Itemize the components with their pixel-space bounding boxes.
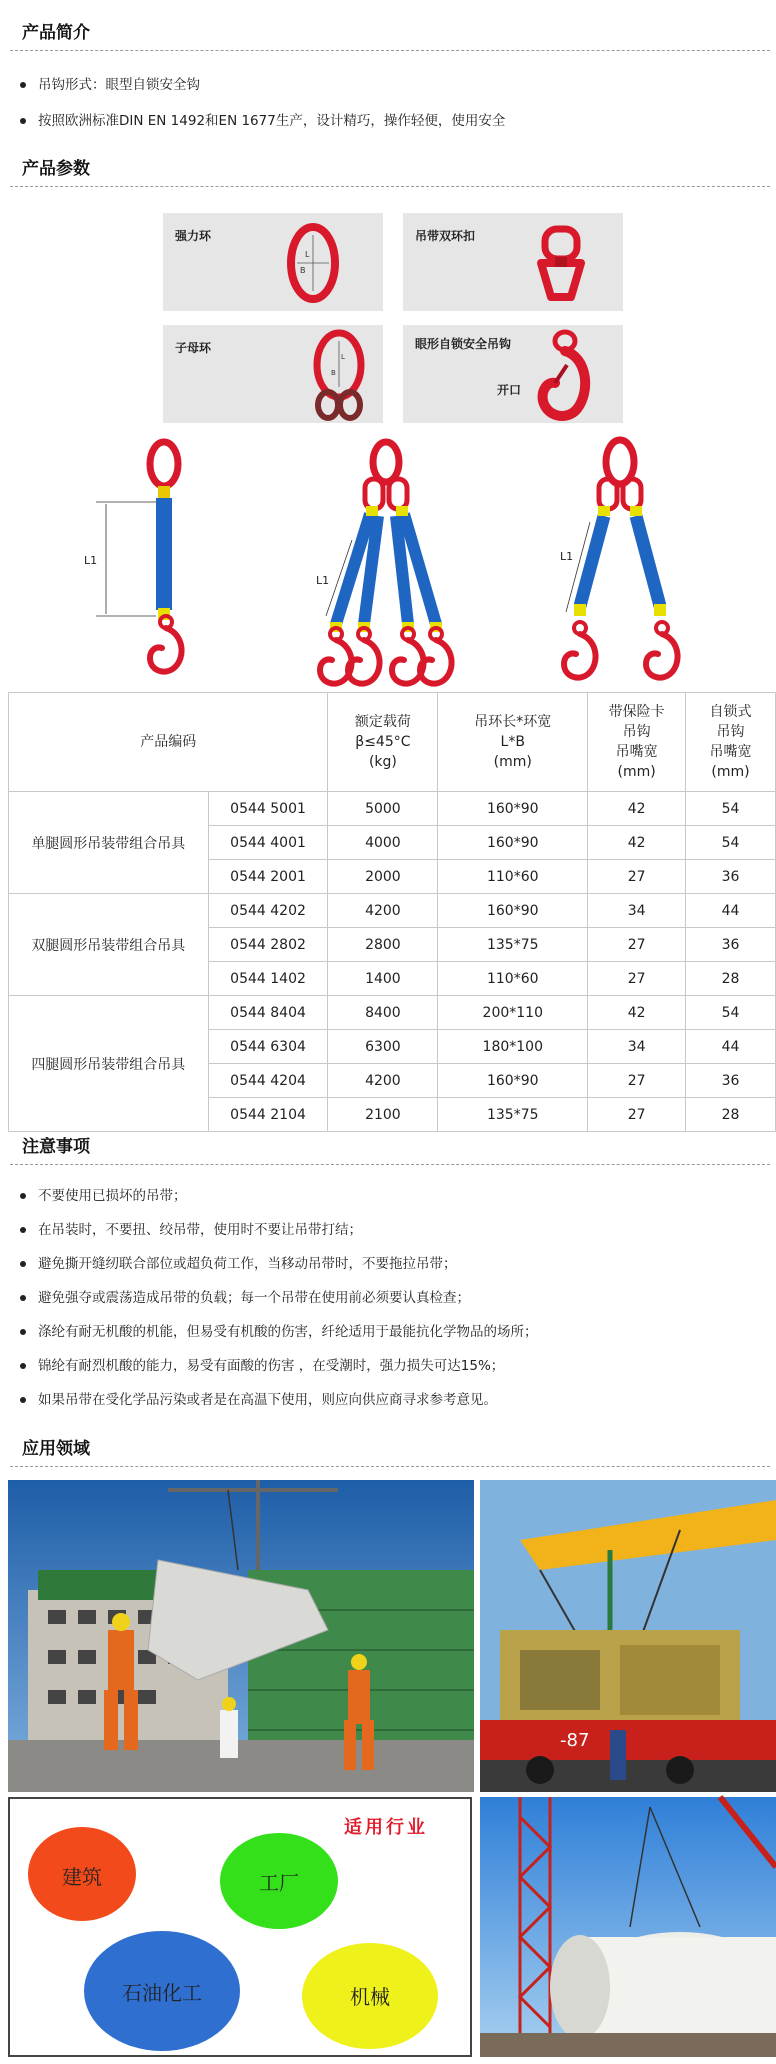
dim-b: B: [331, 369, 336, 377]
divider: [10, 50, 770, 51]
cell-self: 36: [686, 860, 776, 894]
header-code: 产品编码: [9, 693, 328, 792]
four-leg-sling: [316, 442, 452, 684]
hook-icon: [537, 329, 593, 421]
table-row: [9, 792, 776, 826]
params-title: 产品参数: [22, 159, 90, 179]
cell-safety: 34: [588, 1030, 686, 1064]
cell-ring: 135*75: [438, 928, 588, 962]
crane-truck-photo: [480, 1480, 776, 1792]
intro-list: [10, 69, 770, 137]
cell-safety: 27: [588, 1098, 686, 1132]
cell-code: 0544 2001: [208, 860, 328, 894]
cell-self: 28: [686, 962, 776, 996]
truck-plate: -87: [560, 1730, 590, 1751]
intro-section: [10, 20, 770, 137]
divider: [10, 186, 770, 187]
group-name: 单腿圆形吊装带组合吊具: [9, 792, 209, 894]
cell-code: 0544 5001: [208, 792, 328, 826]
dim-b: B: [300, 266, 306, 275]
cell-ring: 110*60: [438, 962, 588, 996]
master-link-icon: [283, 221, 343, 305]
cell-safety: 27: [588, 962, 686, 996]
cell-code: 0544 4202: [208, 894, 328, 928]
sub-link-card: [163, 325, 383, 423]
hook-card: [403, 325, 623, 423]
cell-safety: 34: [588, 894, 686, 928]
cell-self: 36: [686, 928, 776, 962]
cell-ring: 200*110: [438, 996, 588, 1030]
cell-ring: 160*90: [438, 826, 588, 860]
master-link-card: [163, 213, 383, 311]
cell-self: 44: [686, 1030, 776, 1064]
spec-table: [8, 692, 776, 1132]
cell-self: 54: [686, 826, 776, 860]
divider: [10, 1164, 770, 1165]
single-leg-sling: [84, 442, 182, 672]
hook-label: 眼形自锁安全吊钩: [415, 337, 512, 351]
construction-photo: [8, 1480, 474, 1792]
shackle-label: 吊带双环扣: [415, 229, 476, 243]
tank-lift-photo: [480, 1797, 776, 2057]
notes-title: 注意事项: [22, 1137, 90, 1157]
cell-self: 44: [686, 894, 776, 928]
list-item: 吊钩形式：眼型自锁安全钩: [10, 69, 770, 101]
dim-l: L: [305, 250, 310, 259]
cell-ring: 160*90: [438, 792, 588, 826]
sling-diagrams: [84, 436, 710, 686]
table-header-row: [9, 693, 776, 792]
intro-title: 产品简介: [22, 23, 90, 43]
params-section: [10, 156, 770, 187]
cell-ring: 160*90: [438, 1064, 588, 1098]
list-item: 不要使用已损坏的吊带；: [10, 1179, 770, 1213]
two-leg-sling: [560, 440, 678, 678]
list-item: 按照欧洲标准DIN EN 1492和EN 1677生产，设计精巧，操作轻便，使用安全: [10, 105, 770, 137]
sub-link-icon: [309, 329, 369, 421]
cell-code: 0544 2802: [208, 928, 328, 962]
cell-load: 4200: [328, 894, 438, 928]
cell-load: 4000: [328, 826, 438, 860]
industries-panel: [8, 1797, 472, 2057]
cell-code: 0544 2104: [208, 1098, 328, 1132]
hook-opening-label: 开口: [497, 383, 522, 397]
cell-safety: 42: [588, 792, 686, 826]
applications-section: [10, 1436, 770, 1467]
cell-code: 0544 1402: [208, 962, 328, 996]
cell-load: 4200: [328, 1064, 438, 1098]
notes-section: [10, 1134, 770, 1417]
notes-list: [10, 1179, 770, 1417]
list-item: 涤纶有耐无机酸的机能，但易受有机酸的伤害，纤纶适用于最能抗化学物品的场所；: [10, 1315, 770, 1349]
industry-petrochemical: 石油化工: [84, 1931, 240, 2051]
cell-self: 54: [686, 996, 776, 1030]
header-hook-self: 自锁式 吊钩 吊嘴宽 (mm): [686, 693, 776, 792]
header-hook-safety: 带保险卡 吊钩 吊嘴宽 (mm): [588, 693, 686, 792]
cell-ring: 160*90: [438, 894, 588, 928]
cell-safety: 42: [588, 826, 686, 860]
cell-code: 0544 4204: [208, 1064, 328, 1098]
industry-factory: 工厂: [220, 1833, 338, 1929]
cell-self: 36: [686, 1064, 776, 1098]
sub-link-label: 子母环: [175, 341, 212, 355]
list-item: 避免撕开缝纫联合部位或超负荷工作，当移动吊带时，不要拖拉吊带；: [10, 1247, 770, 1281]
dim-l: L: [341, 353, 345, 361]
group-name: 双腿圆形吊装带组合吊具: [9, 894, 209, 996]
applications-title: 应用领域: [22, 1439, 90, 1459]
cell-safety: 27: [588, 860, 686, 894]
cell-load: 8400: [328, 996, 438, 1030]
cell-code: 0544 4001: [208, 826, 328, 860]
table-row: [9, 996, 776, 1030]
cell-code: 0544 6304: [208, 1030, 328, 1064]
cell-ring: 180*100: [438, 1030, 588, 1064]
header-ring: 吊环长*环宽 L*B (mm): [438, 693, 588, 792]
list-item: 避免强夺或震荡造成吊带的负载；每一个吊带在使用前必须要认真检查；: [10, 1281, 770, 1315]
cell-load: 2100: [328, 1098, 438, 1132]
cell-load: 2800: [328, 928, 438, 962]
industry-machinery: 机械: [302, 1943, 438, 2049]
cell-load: 1400: [328, 962, 438, 996]
shackle-card: [403, 213, 623, 311]
cell-ring: 110*60: [438, 860, 588, 894]
cell-ring: 135*75: [438, 1098, 588, 1132]
cell-safety: 42: [588, 996, 686, 1030]
industries-title: 适用行业: [344, 1817, 428, 1838]
group-name: 四腿圆形吊装带组合吊具: [9, 996, 209, 1132]
list-item: 在吊装时，不要扭、绞吊带，使用时不要让吊带打结；: [10, 1213, 770, 1247]
l1-label: L1: [84, 554, 98, 567]
list-item: 锦纶有耐烈机酸的能力，易受有面酸的伤害 ，在受潮时，强力损失可达15%；: [10, 1349, 770, 1383]
cell-safety: 27: [588, 928, 686, 962]
master-link-label: 强力环: [175, 229, 212, 243]
shackle-icon: [531, 223, 591, 305]
header-load: 额定载荷 β≤45°C (kg): [328, 693, 438, 792]
divider: [10, 1466, 770, 1467]
cell-code: 0544 8404: [208, 996, 328, 1030]
cell-self: 28: [686, 1098, 776, 1132]
industry-construction: 建筑: [28, 1827, 136, 1921]
cell-load: 5000: [328, 792, 438, 826]
l1-label: L1: [316, 574, 330, 587]
cell-load: 2000: [328, 860, 438, 894]
l1-label: L1: [560, 550, 574, 563]
list-item: 如果吊带在受化学品污染或者是在高温下使用，则应向供应商寻求参考意见。: [10, 1383, 770, 1417]
cell-load: 6300: [328, 1030, 438, 1064]
table-row: [9, 894, 776, 928]
cell-self: 54: [686, 792, 776, 826]
cell-safety: 27: [588, 1064, 686, 1098]
